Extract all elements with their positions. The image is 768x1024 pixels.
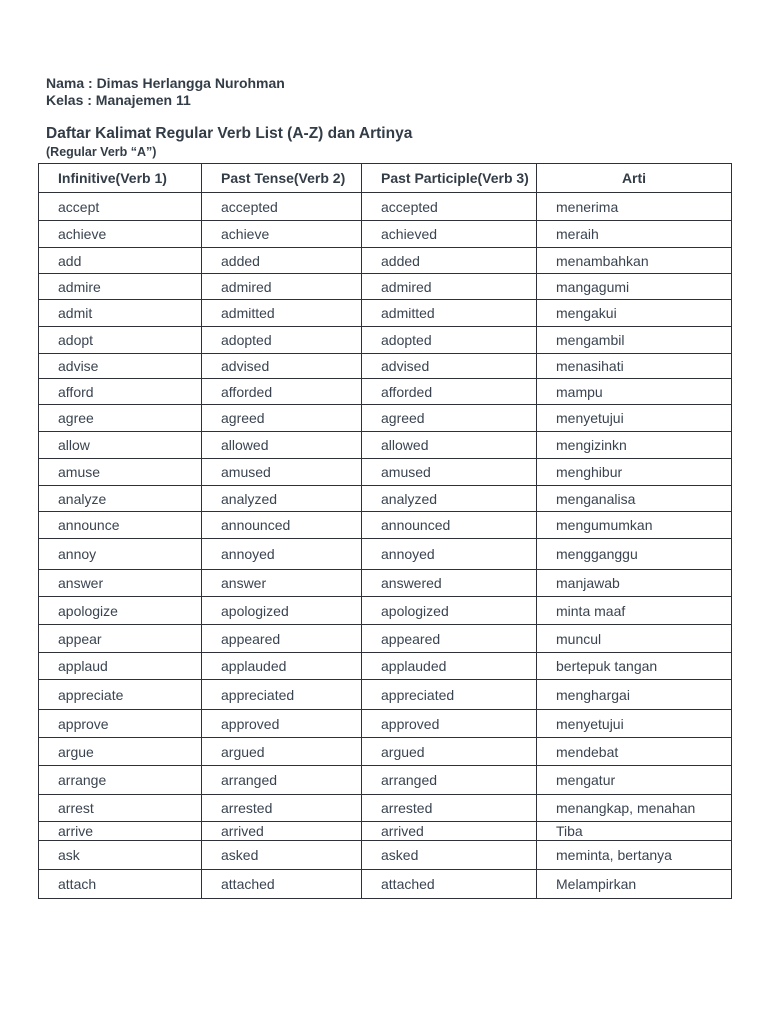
- cell-infinitive: arrive: [39, 822, 202, 841]
- table-row: [39, 327, 732, 354]
- cell-arti: bertepuk tangan: [537, 653, 732, 680]
- cell-past-tense: arrived: [202, 822, 362, 841]
- table-row: [39, 653, 732, 680]
- cell-arti: menganalisa: [537, 486, 732, 512]
- cell-infinitive: adopt: [39, 327, 202, 354]
- table-row: [39, 680, 732, 710]
- cell-past-tense: admired: [202, 274, 362, 300]
- cell-past-participle: answered: [362, 570, 537, 597]
- table-row: [39, 193, 732, 221]
- cell-infinitive: announce: [39, 512, 202, 539]
- cell-arti: menerima: [537, 193, 732, 221]
- cell-past-participle: asked: [362, 841, 537, 870]
- cell-past-participle: accepted: [362, 193, 537, 221]
- cell-past-participle: advised: [362, 354, 537, 379]
- cell-infinitive: applaud: [39, 653, 202, 680]
- cell-past-participle: arranged: [362, 766, 537, 795]
- table-row: [39, 795, 732, 822]
- cell-infinitive: advise: [39, 354, 202, 379]
- cell-arti: mengatur: [537, 766, 732, 795]
- cell-infinitive: argue: [39, 738, 202, 766]
- table-row: [39, 597, 732, 625]
- cell-infinitive: amuse: [39, 459, 202, 486]
- cell-past-participle: appreciated: [362, 680, 537, 710]
- cell-past-tense: amused: [202, 459, 362, 486]
- cell-past-participle: admitted: [362, 300, 537, 327]
- cell-past-tense: allowed: [202, 432, 362, 459]
- cell-past-participle: achieved: [362, 221, 537, 248]
- cell-past-tense: admitted: [202, 300, 362, 327]
- verb-table: [38, 163, 732, 899]
- table-row: [39, 822, 732, 841]
- cell-arti: mampu: [537, 379, 732, 405]
- cell-infinitive: agree: [39, 405, 202, 432]
- cell-past-tense: approved: [202, 710, 362, 738]
- cell-arti: minta maaf: [537, 597, 732, 625]
- cell-past-participle: adopted: [362, 327, 537, 354]
- document-subtitle: (Regular Verb “A”): [46, 145, 157, 159]
- cell-infinitive: allow: [39, 432, 202, 459]
- cell-past-participle: applauded: [362, 653, 537, 680]
- cell-past-tense: applauded: [202, 653, 362, 680]
- cell-past-tense: apologized: [202, 597, 362, 625]
- cell-past-participle: apologized: [362, 597, 537, 625]
- cell-past-participle: agreed: [362, 405, 537, 432]
- table-row: [39, 459, 732, 486]
- cell-infinitive: accept: [39, 193, 202, 221]
- table-row: [39, 486, 732, 512]
- cell-arti: manjawab: [537, 570, 732, 597]
- document-title: Daftar Kalimat Regular Verb List (A-Z) dan Artinya: [46, 125, 413, 142]
- cell-arti: menangkap, menahan: [537, 795, 732, 822]
- cell-past-tense: arrested: [202, 795, 362, 822]
- cell-arti: meraih: [537, 221, 732, 248]
- cell-arti: mangagumi: [537, 274, 732, 300]
- table-row: [39, 738, 732, 766]
- column-header-infinitive: Infinitive(Verb 1): [39, 164, 202, 193]
- column-header-past-participle: Past Participle(Verb 3): [362, 164, 537, 193]
- cell-infinitive: apologize: [39, 597, 202, 625]
- cell-past-tense: analyzed: [202, 486, 362, 512]
- cell-past-tense: added: [202, 248, 362, 274]
- table-row: [39, 570, 732, 597]
- cell-past-tense: announced: [202, 512, 362, 539]
- table-row: [39, 870, 732, 899]
- cell-past-participle: added: [362, 248, 537, 274]
- cell-infinitive: admire: [39, 274, 202, 300]
- table-row: [39, 379, 732, 405]
- student-class: Kelas : Manajemen 11: [46, 92, 191, 108]
- cell-past-participle: admired: [362, 274, 537, 300]
- cell-past-participle: annoyed: [362, 539, 537, 570]
- cell-infinitive: appear: [39, 625, 202, 653]
- table-row: [39, 354, 732, 379]
- cell-past-participle: announced: [362, 512, 537, 539]
- student-name: Nama : Dimas Herlangga Nurohman: [46, 75, 285, 91]
- cell-arti: menghargai: [537, 680, 732, 710]
- cell-infinitive: achieve: [39, 221, 202, 248]
- cell-infinitive: annoy: [39, 539, 202, 570]
- cell-infinitive: ask: [39, 841, 202, 870]
- table-row: [39, 766, 732, 795]
- table-row: [39, 710, 732, 738]
- cell-arti: Melampirkan: [537, 870, 732, 899]
- cell-infinitive: arrange: [39, 766, 202, 795]
- cell-arti: muncul: [537, 625, 732, 653]
- table-body: [39, 193, 732, 899]
- cell-past-tense: achieve: [202, 221, 362, 248]
- table-row: [39, 221, 732, 248]
- column-header-arti: Arti: [537, 164, 732, 193]
- cell-past-participle: argued: [362, 738, 537, 766]
- cell-arti: mengambil: [537, 327, 732, 354]
- table-row: [39, 539, 732, 570]
- cell-infinitive: admit: [39, 300, 202, 327]
- cell-past-participle: afforded: [362, 379, 537, 405]
- cell-infinitive: arrest: [39, 795, 202, 822]
- table-row: [39, 248, 732, 274]
- cell-past-tense: argued: [202, 738, 362, 766]
- cell-arti: mengganggu: [537, 539, 732, 570]
- cell-arti: menyetujui: [537, 710, 732, 738]
- table-row: [39, 405, 732, 432]
- cell-past-tense: asked: [202, 841, 362, 870]
- table-row: [39, 274, 732, 300]
- table-header-row: [39, 164, 732, 193]
- table-row: [39, 512, 732, 539]
- cell-past-tense: arranged: [202, 766, 362, 795]
- cell-past-tense: agreed: [202, 405, 362, 432]
- table-row: [39, 625, 732, 653]
- table-row: [39, 432, 732, 459]
- cell-infinitive: appreciate: [39, 680, 202, 710]
- cell-past-participle: arrived: [362, 822, 537, 841]
- cell-past-participle: appeared: [362, 625, 537, 653]
- cell-past-tense: answer: [202, 570, 362, 597]
- table-row: [39, 841, 732, 870]
- student-info: [46, 75, 285, 109]
- cell-infinitive: analyze: [39, 486, 202, 512]
- cell-arti: menambahkan: [537, 248, 732, 274]
- cell-past-tense: adopted: [202, 327, 362, 354]
- cell-past-tense: appreciated: [202, 680, 362, 710]
- cell-past-tense: attached: [202, 870, 362, 899]
- cell-past-tense: appeared: [202, 625, 362, 653]
- cell-past-participle: approved: [362, 710, 537, 738]
- cell-infinitive: attach: [39, 870, 202, 899]
- cell-arti: Tiba: [537, 822, 732, 841]
- cell-infinitive: answer: [39, 570, 202, 597]
- cell-past-participle: allowed: [362, 432, 537, 459]
- cell-arti: menyetujui: [537, 405, 732, 432]
- cell-arti: mendebat: [537, 738, 732, 766]
- cell-past-tense: advised: [202, 354, 362, 379]
- cell-past-participle: arrested: [362, 795, 537, 822]
- cell-arti: mengizinkn: [537, 432, 732, 459]
- cell-past-tense: annoyed: [202, 539, 362, 570]
- cell-arti: mengumumkan: [537, 512, 732, 539]
- cell-past-tense: afforded: [202, 379, 362, 405]
- cell-arti: mengakui: [537, 300, 732, 327]
- cell-past-participle: attached: [362, 870, 537, 899]
- cell-arti: menasihati: [537, 354, 732, 379]
- cell-past-tense: accepted: [202, 193, 362, 221]
- cell-infinitive: afford: [39, 379, 202, 405]
- cell-infinitive: add: [39, 248, 202, 274]
- table-row: [39, 300, 732, 327]
- cell-past-participle: analyzed: [362, 486, 537, 512]
- cell-past-participle: amused: [362, 459, 537, 486]
- column-header-past-tense: Past Tense(Verb 2): [202, 164, 362, 193]
- cell-arti: menghibur: [537, 459, 732, 486]
- cell-infinitive: approve: [39, 710, 202, 738]
- cell-arti: meminta, bertanya: [537, 841, 732, 870]
